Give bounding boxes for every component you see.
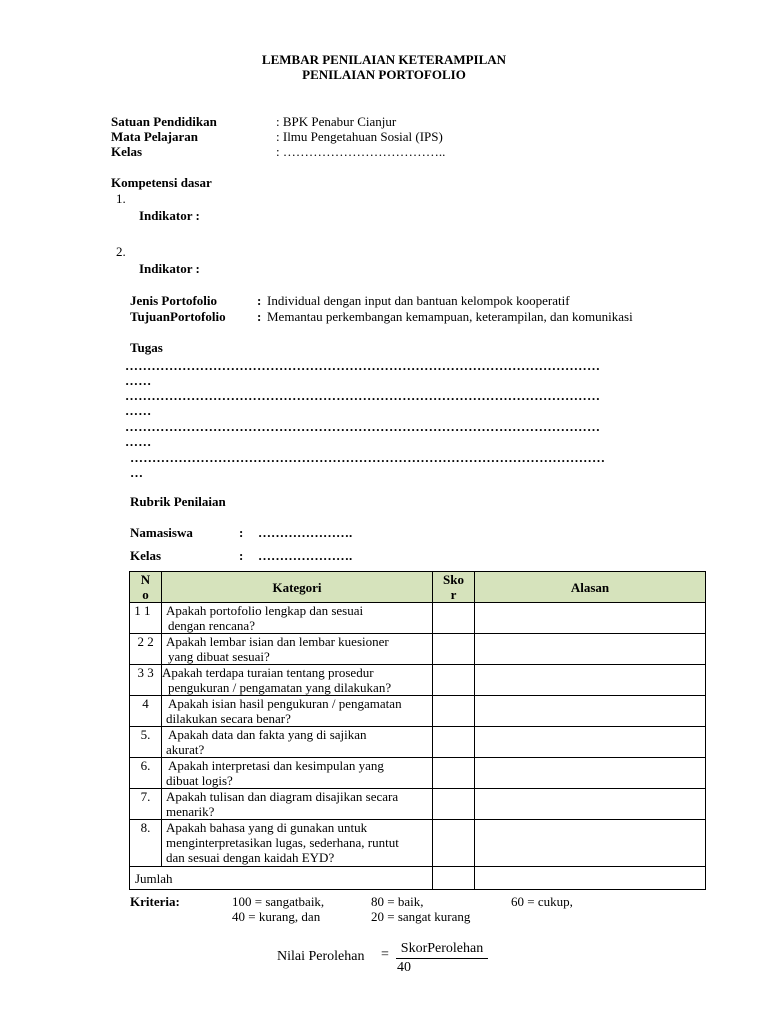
- row-alasan-cell[interactable]: [475, 820, 706, 867]
- mapel-label: Mata Pelajaran: [111, 129, 199, 144]
- header-no-line2: o: [142, 587, 149, 602]
- row-number: 3 3: [130, 665, 162, 696]
- row-skor-cell[interactable]: [433, 727, 475, 758]
- row-kategori-line1: Apakah terdapa turaian tentang prosedur: [162, 665, 374, 680]
- header-alasan: Alasan: [475, 572, 706, 603]
- row-kategori-line1: Apakah tulisan dan diagram disajikan secara: [166, 789, 399, 804]
- nama-siswa-label: Namasiswa: [130, 525, 193, 540]
- row-kategori-line2: akurat?: [166, 742, 205, 757]
- table-row: [130, 789, 706, 820]
- row-alasan-cell[interactable]: [475, 603, 706, 634]
- tugas-line-2: ……: [125, 373, 152, 388]
- rubrik-heading: Rubrik Penilaian: [130, 494, 226, 509]
- kompetensi-item-1-indikator: Indikator :: [139, 208, 200, 223]
- nama-siswa-value: ………………….: [258, 525, 353, 540]
- tugas-line-3: ………………………………………………………………………………………………: [125, 388, 601, 403]
- jenis-label: Jenis Portofolio: [130, 293, 218, 308]
- satuan-label: Satuan Pendidikan: [111, 114, 217, 129]
- row-kategori-line1: Apakah interpretasi dan kesimpulan yang: [168, 758, 384, 773]
- row-kategori: [162, 820, 433, 867]
- table-row: [130, 758, 706, 789]
- row-number: 5.: [130, 727, 162, 758]
- table-row: [130, 634, 706, 665]
- tujuan-colon: :: [257, 309, 262, 324]
- row-kategori: [162, 603, 433, 634]
- row-kategori-line2: menarik?: [166, 804, 215, 819]
- table-row: [130, 665, 706, 696]
- row-kategori: [162, 789, 433, 820]
- formula-equals: =: [381, 947, 389, 962]
- row-kategori: [162, 727, 433, 758]
- row-number: 8.: [130, 820, 162, 867]
- nama-siswa-colon: :: [239, 525, 244, 540]
- jenis-value: Individual dengan input dan bantuan kelompok kooperatif: [267, 293, 570, 308]
- total-alasan-cell[interactable]: [475, 867, 706, 890]
- row-kategori-line2: dilakukan secara benar?: [166, 711, 291, 726]
- table-row: [130, 727, 706, 758]
- row-skor-cell[interactable]: [433, 789, 475, 820]
- rubrik-kelas-colon: :: [239, 548, 244, 563]
- tugas-line-8: …: [130, 465, 144, 480]
- kriteria-40: 40 = kurang, dan: [232, 909, 321, 924]
- kelas-value: : ………………………………..: [276, 144, 446, 159]
- title-line-1: LEMBAR PENILAIAN KETERAMPILAN: [261, 52, 507, 67]
- row-number: 7.: [130, 789, 162, 820]
- total-label: Jumlah: [130, 867, 433, 890]
- row-number: 2 2: [130, 634, 162, 665]
- row-alasan-cell[interactable]: [475, 696, 706, 727]
- row-skor-cell[interactable]: [433, 820, 475, 867]
- row-kategori: [162, 634, 433, 665]
- row-kategori-line1: Apakah data dan fakta yang di sajikan: [168, 727, 367, 742]
- row-kategori-line1: Apakah portofolio lengkap dan sesuai: [166, 603, 364, 618]
- row-alasan-cell[interactable]: [475, 634, 706, 665]
- row-alasan-cell[interactable]: [475, 727, 706, 758]
- formula-label: Nilai Perolehan: [277, 949, 365, 964]
- table-header-row: [130, 572, 706, 603]
- tugas-line-5: ………………………………………………………………………………………………: [125, 419, 601, 434]
- title-line-2: PENILAIAN PORTOFOLIO: [302, 67, 466, 82]
- row-kategori-line3: dan sesuai dengan kaidah EYD?: [166, 850, 335, 865]
- formula-denominator: 40: [397, 960, 411, 975]
- formula-fraction: [396, 940, 488, 976]
- table-total-row: [130, 867, 706, 890]
- table-row: [130, 820, 706, 867]
- header-no-line1: N: [140, 572, 151, 587]
- row-kategori-line1: Apakah isian hasil pengukuran / pengamatan: [168, 696, 402, 711]
- row-skor-cell[interactable]: [433, 634, 475, 665]
- kriteria-100: 100 = sangatbaik,: [232, 894, 325, 909]
- row-number: 6.: [130, 758, 162, 789]
- kriteria-20: 20 = sangat kurang: [371, 909, 471, 924]
- row-skor-cell[interactable]: [433, 758, 475, 789]
- kriteria-80: 80 = baik,: [371, 894, 424, 909]
- kompetensi-item-1-number: 1.: [116, 191, 126, 206]
- satuan-value: : BPK Penabur Cianjur: [276, 114, 397, 129]
- row-kategori: [162, 758, 433, 789]
- header-no: [130, 572, 162, 603]
- rubrik-kelas-label: Kelas: [130, 548, 162, 563]
- mapel-value: : Ilmu Pengetahuan Sosial (IPS): [276, 129, 443, 144]
- header-skor: [433, 572, 475, 603]
- row-skor-cell[interactable]: [433, 665, 475, 696]
- tugas-line-1: ………………………………………………………………………………………………: [125, 358, 601, 373]
- kompetensi-heading: Kompetensi dasar: [111, 175, 212, 190]
- row-kategori-line2: dibuat logis?: [166, 773, 233, 788]
- tugas-line-7: ………………………………………………………………………………………………: [130, 450, 606, 465]
- kompetensi-item-2-indikator: Indikator :: [139, 261, 200, 276]
- kelas-label: Kelas: [111, 144, 143, 159]
- header-skor-line1: Sko: [443, 572, 464, 587]
- row-kategori-line2: dengan rencana?: [168, 618, 255, 633]
- row-kategori: [162, 696, 433, 727]
- rubric-table: [129, 571, 706, 890]
- row-kategori-line2: pengukuran / pengamatan yang dilakukan?: [168, 680, 392, 695]
- header-skor-line2: r: [450, 587, 457, 602]
- tugas-heading: Tugas: [130, 340, 163, 355]
- rubrik-kelas-value: ………………….: [258, 548, 353, 563]
- kriteria-60: 60 = cukup,: [511, 894, 573, 909]
- tujuan-value: Memantau perkembangan kemampuan, keterampilan, dan komunikasi: [267, 309, 633, 324]
- tugas-line-6: ……: [125, 434, 152, 449]
- formula-numerator: SkorPerolehan: [396, 940, 488, 959]
- row-kategori-line1: Apakah lembar isian dan lembar kuesioner: [166, 634, 389, 649]
- tugas-line-4: ……: [125, 403, 152, 418]
- row-alasan-cell[interactable]: [475, 758, 706, 789]
- row-kategori-line2: menginterpretasikan lugas, sederhana, runtut: [166, 835, 399, 850]
- row-alasan-cell[interactable]: [475, 789, 706, 820]
- kompetensi-item-2-number: 2.: [116, 244, 126, 259]
- row-skor-cell[interactable]: [433, 696, 475, 727]
- row-skor-cell[interactable]: [433, 603, 475, 634]
- row-number: 1 1: [130, 603, 162, 634]
- row-alasan-cell[interactable]: [475, 665, 706, 696]
- jenis-colon: :: [257, 293, 262, 308]
- row-kategori-line1: Apakah bahasa yang di gunakan untuk: [166, 820, 368, 835]
- kriteria-label: Kriteria:: [130, 894, 180, 909]
- row-kategori-line2: yang dibuat sesuai?: [168, 649, 270, 664]
- table-row: [130, 603, 706, 634]
- tujuan-label: TujuanPortofolio: [130, 309, 226, 324]
- row-number: 4: [130, 696, 162, 727]
- row-kategori: [162, 665, 433, 696]
- table-row: [130, 696, 706, 727]
- header-kategori: Kategori: [162, 572, 433, 603]
- total-skor-cell[interactable]: [433, 867, 475, 890]
